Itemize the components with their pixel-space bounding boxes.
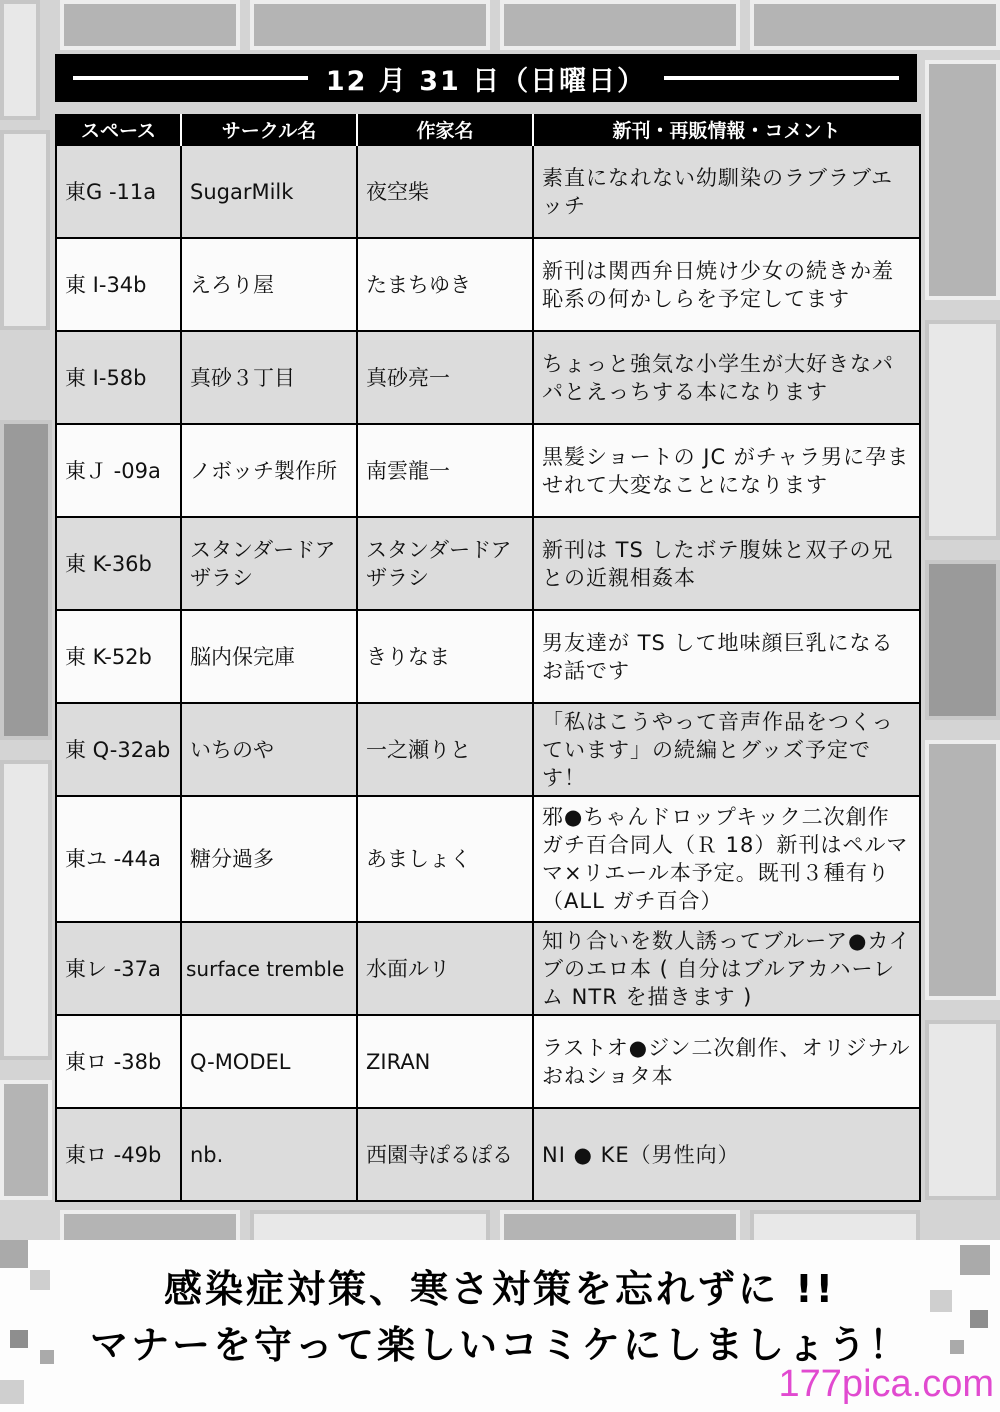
author-cell: あましょく (357, 796, 533, 922)
comment-cell: 邪●ちゃんドロップキック二次創作ガチ百合同人（Ｒ 18）新刊はペルママ×リエール本予定。既刊３種有り（ALL ガチ百合） (533, 796, 920, 922)
table-row (56, 1015, 920, 1108)
table-row (56, 331, 920, 424)
circle-cell: surface tremble (181, 922, 357, 1015)
circle-cell: Q-MODEL (181, 1015, 357, 1108)
comment-cell: 新刊は TS したボテ腹妹と双子の兄との近親相姦本 (533, 517, 920, 610)
author-cell: 水面ルリ (357, 922, 533, 1015)
bg-tile (925, 740, 1000, 1000)
bg-tile (925, 560, 1000, 720)
circle-cell: えろり屋 (181, 238, 357, 331)
space-cell: 東 I-58b (56, 331, 181, 424)
circle-cell: 糖分過多 (181, 796, 357, 922)
space-cell: 東Ｊ -09a (56, 424, 181, 517)
comment-cell: NI ● KE（男性向） (533, 1108, 920, 1201)
space-cell: 東G -11a (56, 145, 181, 238)
table-row (56, 424, 920, 517)
bg-tile (925, 1020, 1000, 1200)
comment-cell: ちょっと強気な小学生が大好きなパパとえっちする本になります (533, 331, 920, 424)
table-row (56, 517, 920, 610)
space-cell: 東 K-36b (56, 517, 181, 610)
footer-message-1: 感染症対策、寒さ対策を忘れずに !! (164, 1267, 836, 1311)
table-row (56, 703, 920, 796)
circle-cell: SugarMilk (181, 145, 357, 238)
column-header-space: スペース (56, 114, 181, 145)
column-header-circle: サークル名 (181, 114, 357, 145)
table-row (56, 238, 920, 331)
author-cell: きりなま (357, 610, 533, 703)
date-header (55, 54, 917, 102)
space-cell: 東ロ -38b (56, 1015, 181, 1108)
space-cell: 東 Q-32ab (56, 703, 181, 796)
space-cell: 東レ -37a (56, 922, 181, 1015)
circle-cell: nb. (181, 1108, 357, 1201)
table-row (56, 922, 920, 1015)
bg-tile (60, 0, 240, 50)
circle-cell: 真砂３丁目 (181, 331, 357, 424)
comment-cell: 男友達が TS して地味顔巨乳になるお話です (533, 610, 920, 703)
column-header-author: 作家名 (357, 114, 533, 145)
author-cell: 南雲龍一 (357, 424, 533, 517)
header-rule-left (73, 76, 308, 80)
circle-cell: ノボッチ製作所 (181, 424, 357, 517)
table-row (56, 145, 920, 238)
author-cell: たまちゆき (357, 238, 533, 331)
comment-cell: 知り合いを数人誘ってブルーア●カイブのエロ本 ( 自分はブルアカハーレム NTR を描きます ) (533, 922, 920, 1015)
table-row (56, 610, 920, 703)
footer-message-2: マナーを守って楽しいコミケにしましょう！ (89, 1323, 910, 1367)
author-cell: 一之瀬りと (357, 703, 533, 796)
circle-cell: いちのや (181, 703, 357, 796)
comment-cell: ラストオ●ジン二次創作、オリジナルおねショタ本 (533, 1015, 920, 1108)
bg-tile (0, 760, 52, 1060)
space-cell: 東 K-52b (56, 610, 181, 703)
author-cell: 真砂亮一 (357, 331, 533, 424)
bg-tile (0, 420, 52, 740)
comment-cell: 黒髪ショートの JC がチャラ男に孕ませれて大変なことになります (533, 424, 920, 517)
comment-cell: 「私はこうやって音声作品をつくっています」の続編とグッズ予定です！ (533, 703, 920, 796)
circle-cell: 脳内保完庫 (181, 610, 357, 703)
space-cell: 東ユ -44a (56, 796, 181, 922)
space-cell: 東 I-34b (56, 238, 181, 331)
comment-cell: 素直になれない幼馴染のラブラブエッチ (533, 145, 920, 238)
bg-tile (0, 130, 50, 330)
author-cell: ZIRAN (357, 1015, 533, 1108)
bg-tile (500, 0, 740, 50)
date-title: 12 月 31 日（日曜日） (325, 65, 647, 97)
bg-tile (925, 60, 1000, 300)
author-cell: 夜空柴 (357, 145, 533, 238)
space-cell: 東ロ -49b (56, 1108, 181, 1201)
table-row (56, 1108, 920, 1201)
bg-tile (925, 320, 1000, 540)
bg-tile (250, 0, 490, 50)
header-rule-right (664, 76, 899, 80)
circle-cell: スタンダードアザラシ (181, 517, 357, 610)
watermark-text: 177pica.com (778, 1363, 994, 1405)
bg-tile (0, 1080, 52, 1200)
table-header-row (56, 114, 920, 145)
bg-pixel (0, 1380, 24, 1404)
circle-table (55, 114, 921, 1202)
bg-tile (750, 0, 1000, 50)
column-header-comment: 新刊・再販情報・コメント (533, 114, 920, 145)
author-cell: 西園寺ぽるぽる (357, 1108, 533, 1201)
comment-cell: 新刊は関西弁日焼け少女の続きか羞恥系の何かしらを予定してます (533, 238, 920, 331)
bg-tile (0, 0, 40, 120)
table-row (56, 796, 920, 922)
author-cell: スタンダードアザラシ (357, 517, 533, 610)
